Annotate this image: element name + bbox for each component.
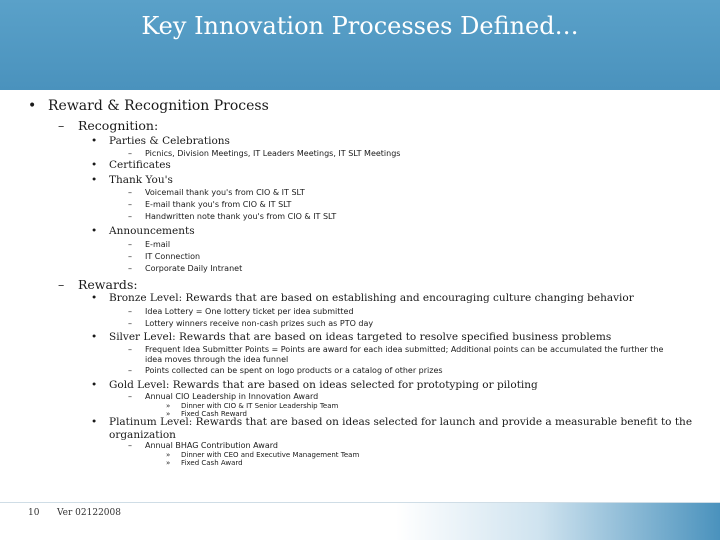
platinum-award-detail: Fixed Cash Award	[181, 459, 243, 467]
bullet-dash: –	[128, 252, 132, 261]
bullet-chevron: »	[166, 410, 171, 418]
silver-detail-continued: idea moves through the idea funnel	[145, 355, 289, 364]
bullet-dash: –	[58, 118, 65, 133]
bullet-chevron: »	[166, 402, 171, 410]
bullet-dash: –	[128, 392, 132, 401]
version-label: Ver 02122008	[57, 508, 121, 518]
bronze-level: Bronze Level: Rewards that are based on establishing and encouraging culture changing behavior	[109, 292, 634, 304]
bullet-dash: –	[128, 240, 132, 249]
bullet-chevron: »	[166, 459, 171, 467]
silver-level: Silver Level: Rewards that are based on ideas targeted to resolve specified business problems	[109, 331, 612, 343]
bullet-dash: –	[58, 277, 65, 292]
bullet-dash: –	[128, 345, 132, 354]
silver-detail: Frequent Idea Submitter Points = Points are award for each idea submitted; Additional points can be accumulated the further the	[145, 345, 664, 354]
platinum-level: Platinum Level: Rewards that are based on ideas selected for launch and provide a measurable benefit to the	[109, 416, 693, 428]
thank-you-detail: E-mail thank you's from CIO & IT SLT	[145, 200, 292, 209]
thank-you-detail: Handwritten note thank you's from CIO & IT SLT	[145, 212, 337, 221]
gold-award-detail: Fixed Cash Reward	[181, 410, 247, 418]
parties-item: Parties & Celebrations	[109, 135, 230, 147]
announcement-detail: E-mail	[145, 240, 171, 249]
bullet-dash: –	[128, 307, 132, 316]
recognition-label: Recognition:	[78, 118, 159, 133]
bullet-disc: •	[91, 379, 98, 391]
bullet-disc: •	[91, 225, 98, 237]
slide-title: Key Innovation Processes Defined…	[141, 12, 579, 40]
certificates-item: Certificates	[109, 159, 171, 171]
bullet-chevron: »	[166, 451, 171, 459]
platinum-level-continued: organization	[109, 429, 176, 441]
page-number: 10	[28, 508, 40, 518]
rewards-label: Rewards:	[78, 277, 138, 292]
footer-divider	[0, 502, 720, 503]
bullet-dash: –	[128, 188, 132, 197]
platinum-award: Annual BHAG Contribution Award	[145, 441, 278, 450]
announcement-detail: IT Connection	[145, 252, 201, 261]
thank-you-detail: Voicemail thank you's from CIO & IT SLT	[145, 188, 305, 197]
bullet-disc: •	[91, 135, 98, 147]
bullet-dash: –	[128, 319, 132, 328]
silver-detail: Points collected can be spent on logo products or a catalog of other prizes	[145, 366, 443, 375]
announcements-item: Announcements	[109, 225, 195, 237]
bullet-disc: •	[91, 331, 98, 343]
bullet-disc: •	[91, 292, 98, 304]
section-heading: Reward & Recognition Process	[48, 98, 269, 114]
bullet-disc: •	[91, 416, 98, 428]
bullet-disc: •	[28, 98, 37, 114]
gold-award: Annual CIO Leadership in Innovation Award	[145, 392, 319, 401]
bullet-dash: –	[128, 264, 132, 273]
thank-yous-item: Thank You's	[109, 174, 173, 186]
platinum-award-detail: Dinner with CEO and Executive Management Team	[181, 451, 360, 459]
bullet-dash: –	[128, 212, 132, 221]
bronze-detail: Lottery winners receive non-cash prizes such as PTO day	[145, 319, 374, 328]
bullet-dash: –	[128, 200, 132, 209]
gold-award-detail: Dinner with CIO & IT Senior Leadership Team	[181, 402, 339, 410]
bullet-disc: •	[91, 159, 98, 171]
bullet-dash: –	[128, 366, 132, 375]
announcement-detail: Corporate Daily Intranet	[145, 264, 243, 273]
bullet-dash: –	[128, 149, 132, 158]
bullet-disc: •	[91, 174, 98, 186]
gold-level: Gold Level: Rewards that are based on ideas selected for prototyping or piloting	[109, 379, 538, 391]
bullet-dash: –	[128, 441, 132, 450]
bronze-detail: Idea Lottery = One lottery ticket per idea submitted	[145, 307, 354, 316]
parties-detail: Picnics, Division Meetings, IT Leaders Meetings, IT SLT Meetings	[145, 149, 401, 158]
